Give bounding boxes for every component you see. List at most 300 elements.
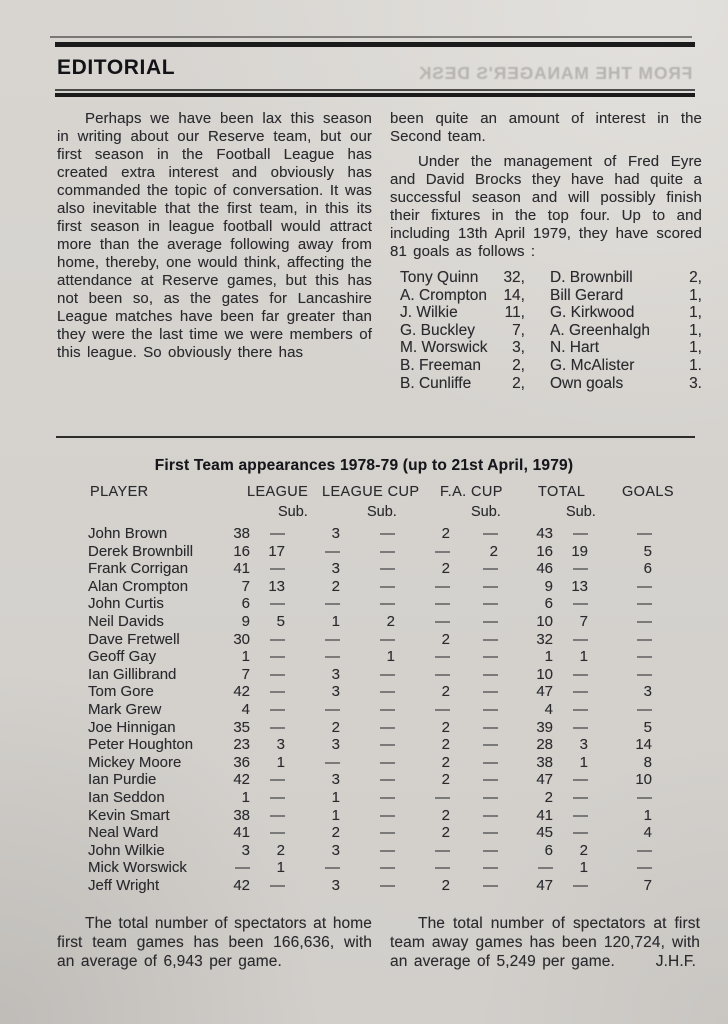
scorer-name: B. Cunliffe bbox=[400, 374, 472, 392]
stat-cell: 5 bbox=[643, 718, 652, 736]
stat-cell: 38 bbox=[233, 806, 250, 824]
scorer-goals: 1, bbox=[689, 286, 702, 304]
table-row bbox=[88, 754, 652, 772]
table-row bbox=[88, 648, 652, 666]
stat-cell: 1 bbox=[276, 859, 285, 877]
stat-cell: — bbox=[270, 665, 285, 683]
stat-cell: — bbox=[483, 806, 498, 824]
stat-cell: — bbox=[573, 788, 588, 806]
stat-cell: — bbox=[435, 665, 450, 683]
stat-cell: — bbox=[235, 859, 250, 877]
scorer-goals: 2, bbox=[512, 374, 525, 392]
stat-cell: — bbox=[483, 771, 498, 789]
stat-cell: — bbox=[380, 560, 395, 578]
player-name: Mickey Moore bbox=[88, 753, 182, 771]
stat-cell: 2 bbox=[441, 771, 450, 789]
stat-cell: 3 bbox=[331, 683, 340, 701]
stat-cell: 2 bbox=[441, 630, 450, 648]
scorer-name: G. McAlister bbox=[550, 356, 635, 374]
stat-cell: 38 bbox=[233, 525, 250, 542]
column-header-goals: GOALS bbox=[622, 484, 674, 500]
stat-cell: — bbox=[483, 577, 498, 595]
stat-cell: — bbox=[380, 595, 395, 613]
stat-cell: — bbox=[538, 859, 553, 877]
editorial-right-column bbox=[390, 110, 702, 392]
stat-cell: — bbox=[637, 665, 652, 683]
player-name: Peter Houghton bbox=[88, 736, 194, 754]
scorer-goals: 1, bbox=[689, 339, 702, 357]
stat-cell: 2 bbox=[386, 612, 395, 630]
appearances-table-subheader bbox=[0, 504, 728, 522]
scorer-name: M. Worswick bbox=[400, 339, 488, 357]
stat-cell: 7 bbox=[241, 577, 250, 595]
player-name: Alan Crompton bbox=[88, 577, 189, 595]
scorer-row bbox=[400, 287, 702, 305]
home-attendance-text: The total number of spectators at home first team games has been 166,636, with an average of 6,943 per game. bbox=[57, 915, 372, 970]
scorer-row bbox=[400, 375, 702, 393]
stat-cell: 41 bbox=[536, 806, 553, 824]
stat-cell: — bbox=[637, 841, 652, 859]
stat-cell: — bbox=[270, 788, 285, 806]
scorer-goals: 1, bbox=[689, 321, 702, 339]
stat-cell: 4 bbox=[241, 700, 250, 718]
stat-cell: 2 bbox=[544, 788, 553, 806]
stat-cell: — bbox=[270, 648, 285, 666]
stat-cell: 3 bbox=[331, 560, 340, 578]
stat-cell: 47 bbox=[536, 771, 553, 789]
player-name: John Curtis bbox=[88, 595, 164, 613]
table-row bbox=[88, 560, 652, 578]
stat-cell: 23 bbox=[233, 736, 250, 754]
player-name: Mick Worswick bbox=[88, 859, 187, 877]
editorial-left-column bbox=[57, 110, 372, 392]
stat-cell: 3 bbox=[331, 841, 340, 859]
stat-cell: — bbox=[325, 595, 340, 613]
stat-cell: 6 bbox=[643, 560, 652, 578]
table-row bbox=[88, 666, 652, 684]
stat-cell: 2 bbox=[441, 736, 450, 754]
stat-cell: — bbox=[483, 876, 498, 894]
stat-cell: 35 bbox=[233, 718, 250, 736]
stat-cell: — bbox=[483, 525, 498, 542]
stat-cell: 5 bbox=[276, 612, 285, 630]
stat-cell: — bbox=[380, 753, 395, 771]
stat-cell: 5 bbox=[643, 542, 652, 560]
stat-cell: — bbox=[483, 595, 498, 613]
scorer-name: G. Kirkwood bbox=[550, 304, 635, 322]
stat-cell: — bbox=[483, 824, 498, 842]
author-initials: J.H.F. bbox=[655, 953, 696, 970]
scorer-name: A. Greenhalgh bbox=[550, 321, 650, 339]
stat-cell: 1 bbox=[579, 753, 588, 771]
stat-cell: 28 bbox=[536, 736, 553, 754]
sub-label: Sub. bbox=[471, 504, 501, 520]
stat-cell: — bbox=[637, 859, 652, 877]
player-name: Joe Hinnigan bbox=[88, 718, 176, 736]
stat-cell: — bbox=[573, 718, 588, 736]
player-name: Frank Corrigan bbox=[88, 560, 189, 578]
away-attendance-body: The total number of spectators at first team away games has been 120,724, with an average of 5,249 per game. bbox=[390, 915, 700, 970]
stat-cell: 8 bbox=[643, 753, 652, 771]
scorer-name: N. Hart bbox=[550, 339, 600, 357]
stat-cell: — bbox=[270, 630, 285, 648]
stat-cell: 2 bbox=[489, 542, 498, 560]
stat-cell: — bbox=[637, 595, 652, 613]
table-row bbox=[88, 824, 652, 842]
stat-cell: 2 bbox=[441, 876, 450, 894]
stat-cell: — bbox=[380, 718, 395, 736]
stat-cell: — bbox=[270, 806, 285, 824]
stat-cell: 9 bbox=[544, 577, 553, 595]
stat-cell: 2 bbox=[441, 753, 450, 771]
player-name: Ian Gillibrand bbox=[88, 665, 177, 683]
stat-cell: — bbox=[573, 595, 588, 613]
page-title: EDITORIAL bbox=[57, 56, 176, 79]
stat-cell: 4 bbox=[544, 700, 553, 718]
column-header-fa-cup: F.A. CUP bbox=[440, 484, 503, 500]
stat-cell: — bbox=[270, 525, 285, 542]
stat-cell: — bbox=[325, 630, 340, 648]
stat-cell: — bbox=[270, 824, 285, 842]
scorer-goals: 3, bbox=[512, 339, 525, 357]
top-rule-thick bbox=[55, 42, 695, 47]
stat-cell: — bbox=[483, 700, 498, 718]
stat-cell: 2 bbox=[331, 718, 340, 736]
stat-cell: — bbox=[325, 648, 340, 666]
appearances-table-header bbox=[0, 484, 728, 504]
player-name: Tom Gore bbox=[88, 683, 154, 701]
sub-label: Sub. bbox=[278, 504, 308, 520]
stat-cell: — bbox=[573, 876, 588, 894]
stat-cell: 39 bbox=[536, 718, 553, 736]
sub-label: Sub. bbox=[367, 504, 397, 520]
stat-cell: 1 bbox=[331, 806, 340, 824]
stat-cell: — bbox=[380, 841, 395, 859]
table-row bbox=[88, 859, 652, 877]
stat-cell: 1 bbox=[579, 648, 588, 666]
stat-cell: 19 bbox=[571, 542, 588, 560]
stat-cell: 10 bbox=[635, 771, 652, 789]
stat-cell: 42 bbox=[233, 771, 250, 789]
stat-cell: — bbox=[483, 630, 498, 648]
stat-cell: — bbox=[637, 612, 652, 630]
scorer-name: D. Brownbill bbox=[550, 269, 633, 286]
scorer-goals: 11, bbox=[504, 304, 525, 322]
stat-cell: — bbox=[483, 648, 498, 666]
stat-cell: — bbox=[435, 595, 450, 613]
scorer-goals: 32, bbox=[503, 269, 525, 286]
stat-cell: — bbox=[435, 577, 450, 595]
stat-cell: 16 bbox=[233, 542, 250, 560]
stat-cell: 45 bbox=[536, 824, 553, 842]
stat-cell: — bbox=[637, 788, 652, 806]
stat-cell: 1 bbox=[544, 648, 553, 666]
stat-cell: 41 bbox=[233, 824, 250, 842]
stat-cell: 3 bbox=[579, 736, 588, 754]
stat-cell: — bbox=[483, 683, 498, 701]
appearances-table-title: First Team appearances 1978-79 (up to 21st April, 1979) bbox=[154, 457, 574, 474]
stat-cell: 7 bbox=[241, 665, 250, 683]
stat-cell: — bbox=[573, 630, 588, 648]
stat-cell: 1 bbox=[386, 648, 395, 666]
stat-cell: 2 bbox=[331, 824, 340, 842]
player-name: Geoff Gay bbox=[88, 648, 157, 666]
stat-cell: — bbox=[483, 753, 498, 771]
scorer-name: A. Crompton bbox=[400, 286, 488, 304]
stat-cell: — bbox=[637, 577, 652, 595]
stat-cell: — bbox=[270, 560, 285, 578]
stat-cell: 42 bbox=[233, 683, 250, 701]
footer-left-column bbox=[57, 914, 372, 978]
stat-cell: — bbox=[380, 824, 395, 842]
stat-cell: 32 bbox=[536, 630, 553, 648]
editorial-paragraph: been quite an amount of interest in the Second team. bbox=[390, 110, 702, 145]
stat-cell: — bbox=[483, 665, 498, 683]
stat-cell: — bbox=[325, 542, 340, 560]
stat-cell: 1 bbox=[331, 788, 340, 806]
stat-cell: 36 bbox=[233, 753, 250, 771]
stat-cell: 2 bbox=[441, 525, 450, 542]
stat-cell: — bbox=[435, 648, 450, 666]
table-row bbox=[88, 771, 652, 789]
top-rule-thin bbox=[50, 36, 692, 38]
column-header-player: PLAYER bbox=[90, 484, 149, 500]
player-name: Jeff Wright bbox=[88, 876, 160, 894]
stat-cell: — bbox=[380, 806, 395, 824]
stat-cell: — bbox=[573, 560, 588, 578]
stat-cell: 2 bbox=[276, 841, 285, 859]
scorer-goals: 1. bbox=[689, 356, 702, 374]
stat-cell: — bbox=[380, 683, 395, 701]
stat-cell: 1 bbox=[331, 612, 340, 630]
stat-cell: 38 bbox=[536, 753, 553, 771]
stat-cell: — bbox=[435, 788, 450, 806]
sub-label: Sub. bbox=[566, 504, 596, 520]
stat-cell: 30 bbox=[233, 630, 250, 648]
scorer-name: Own goals bbox=[550, 374, 624, 392]
stat-cell: 10 bbox=[536, 665, 553, 683]
stat-cell: — bbox=[380, 788, 395, 806]
stat-cell: 13 bbox=[571, 577, 588, 595]
stat-cell: 10 bbox=[536, 612, 553, 630]
stat-cell: 47 bbox=[536, 876, 553, 894]
attendance-footer bbox=[57, 914, 700, 978]
table-row bbox=[88, 842, 652, 860]
header-rule-thick bbox=[55, 93, 695, 97]
stat-cell: — bbox=[573, 683, 588, 701]
scorer-goals: 3. bbox=[689, 374, 702, 392]
scorer-row bbox=[400, 269, 702, 287]
stat-cell: — bbox=[637, 630, 652, 648]
stat-cell: — bbox=[573, 700, 588, 718]
table-row bbox=[88, 683, 652, 701]
stat-cell: — bbox=[435, 612, 450, 630]
stat-cell: 3 bbox=[643, 683, 652, 701]
stat-cell: 6 bbox=[241, 595, 250, 613]
player-name: Ian Seddon bbox=[88, 788, 165, 806]
column-header-league: LEAGUE bbox=[247, 484, 309, 500]
stat-cell: 42 bbox=[233, 876, 250, 894]
stat-cell: — bbox=[270, 683, 285, 701]
player-name: Neal Ward bbox=[88, 824, 159, 842]
stat-cell: 3 bbox=[331, 525, 340, 542]
stat-cell: — bbox=[380, 736, 395, 754]
stat-cell: — bbox=[483, 788, 498, 806]
stat-cell: — bbox=[435, 700, 450, 718]
stat-cell: 3 bbox=[276, 736, 285, 754]
stat-cell: 3 bbox=[331, 771, 340, 789]
table-row bbox=[88, 701, 652, 719]
stat-cell: — bbox=[380, 542, 395, 560]
scorer-row bbox=[400, 322, 702, 340]
stat-cell: — bbox=[637, 648, 652, 666]
appearances-section bbox=[0, 438, 728, 894]
player-name: Neil Davids bbox=[88, 612, 164, 630]
stat-cell: — bbox=[380, 876, 395, 894]
stat-cell: — bbox=[380, 525, 395, 542]
table-row bbox=[88, 595, 652, 613]
table-row bbox=[88, 877, 652, 895]
table-row bbox=[88, 525, 652, 543]
player-name: Ian Purdie bbox=[88, 771, 157, 789]
table-row bbox=[88, 613, 652, 631]
goalscorers-list bbox=[390, 269, 702, 392]
table-row bbox=[88, 631, 652, 649]
table-row bbox=[88, 578, 652, 596]
stat-cell: 6 bbox=[544, 841, 553, 859]
stat-cell: 43 bbox=[536, 525, 553, 542]
stat-cell: — bbox=[573, 665, 588, 683]
stat-cell: 2 bbox=[441, 824, 450, 842]
editorial-body bbox=[57, 110, 700, 392]
scorer-goals: 2, bbox=[512, 356, 525, 374]
scorer-row bbox=[400, 357, 702, 375]
table-row bbox=[88, 543, 652, 561]
stat-cell: 46 bbox=[536, 560, 553, 578]
stat-cell: — bbox=[435, 542, 450, 560]
stat-cell: 3 bbox=[331, 665, 340, 683]
scorer-row bbox=[400, 304, 702, 322]
stat-cell: — bbox=[637, 525, 652, 542]
stat-cell: 1 bbox=[276, 753, 285, 771]
stat-cell: 6 bbox=[544, 595, 553, 613]
scorer-goals: 7, bbox=[512, 321, 525, 339]
scorer-row bbox=[400, 339, 702, 357]
scorer-name: Tony Quinn bbox=[400, 269, 479, 286]
stat-cell: — bbox=[483, 841, 498, 859]
stat-cell: 9 bbox=[241, 612, 250, 630]
stat-cell: — bbox=[270, 771, 285, 789]
stat-cell: — bbox=[483, 859, 498, 877]
scorer-goals: 2, bbox=[689, 269, 702, 286]
player-name: Kevin Smart bbox=[88, 806, 170, 824]
stat-cell: — bbox=[380, 859, 395, 877]
stat-cell: 3 bbox=[331, 736, 340, 754]
stat-cell: 13 bbox=[268, 577, 285, 595]
stat-cell: — bbox=[637, 700, 652, 718]
stat-cell: 7 bbox=[643, 876, 652, 894]
stat-cell: — bbox=[573, 824, 588, 842]
stat-cell: — bbox=[483, 718, 498, 736]
stat-cell: — bbox=[270, 700, 285, 718]
stat-cell: — bbox=[435, 841, 450, 859]
stat-cell: — bbox=[380, 630, 395, 648]
appearances-table-body bbox=[88, 525, 652, 894]
stat-cell: 2 bbox=[579, 841, 588, 859]
stat-cell: — bbox=[380, 665, 395, 683]
player-name: John Brown bbox=[88, 525, 168, 542]
editorial-paragraph: Perhaps we have been lax this season in writing about our Reserve team, but our first season in the Football League has created extra interest and obviously has commanded the topic of conversation. It was also inevitable that the first team, in this its first season in league football would attract more than the average following away from home, thereby, one would think, affecting the attendance at Reserve games, but this has not been so, as the gates for Lancashire League matches have been far greater than they were the last time we were members of this league. So obviously there has bbox=[57, 110, 372, 361]
stat-cell: 16 bbox=[536, 542, 553, 560]
stat-cell: — bbox=[325, 700, 340, 718]
scorer-goals: 1, bbox=[689, 304, 702, 322]
column-header-total: TOTAL bbox=[538, 484, 586, 500]
stat-cell: — bbox=[573, 525, 588, 542]
stat-cell: — bbox=[325, 753, 340, 771]
stat-cell: — bbox=[435, 859, 450, 877]
bleed-through-text: FROM THE MANAGER'S DESK bbox=[417, 63, 692, 83]
table-row bbox=[88, 789, 652, 807]
stat-cell: 47 bbox=[536, 683, 553, 701]
table-row bbox=[88, 736, 652, 754]
player-name: John Wilkie bbox=[88, 841, 165, 859]
stat-cell: 2 bbox=[441, 560, 450, 578]
stat-cell: 3 bbox=[241, 841, 250, 859]
scorer-name: J. Wilkie bbox=[400, 304, 458, 322]
scorer-goals: 14, bbox=[503, 286, 525, 304]
stat-cell: 41 bbox=[233, 560, 250, 578]
player-name: Mark Grew bbox=[88, 700, 162, 718]
stat-cell: — bbox=[483, 560, 498, 578]
stat-cell: 2 bbox=[331, 577, 340, 595]
table-row bbox=[88, 807, 652, 825]
scorer-name: G. Buckley bbox=[400, 321, 475, 339]
stat-cell: 2 bbox=[441, 718, 450, 736]
stat-cell: 14 bbox=[635, 736, 652, 754]
stat-cell: 17 bbox=[268, 542, 285, 560]
away-attendance-text bbox=[390, 914, 700, 971]
table-row bbox=[88, 719, 652, 737]
stat-cell: — bbox=[573, 806, 588, 824]
stat-cell: 7 bbox=[579, 612, 588, 630]
column-header-league-cup: LEAGUE CUP bbox=[322, 484, 420, 500]
stat-cell: 1 bbox=[241, 788, 250, 806]
player-name: Dave Fretwell bbox=[88, 630, 180, 648]
scorer-name: B. Freeman bbox=[400, 356, 481, 374]
stat-cell: — bbox=[270, 718, 285, 736]
editorial-paragraph: Under the management of Fred Eyre and David Brocks they have had quite a successful season and will possibly finish their fixtures in the top four. Up to and including 13th April 1979, they have scored 81 goals as follows : bbox=[390, 153, 702, 260]
stat-cell: 1 bbox=[241, 648, 250, 666]
scorer-name: Bill Gerard bbox=[550, 286, 624, 304]
header-rule-thin bbox=[55, 89, 695, 91]
stat-cell: 1 bbox=[643, 806, 652, 824]
stat-cell: — bbox=[380, 700, 395, 718]
stat-cell: 2 bbox=[441, 683, 450, 701]
stat-cell: — bbox=[270, 595, 285, 613]
stat-cell: 3 bbox=[331, 876, 340, 894]
stat-cell: 2 bbox=[441, 806, 450, 824]
stat-cell: — bbox=[270, 876, 285, 894]
stat-cell: 4 bbox=[643, 824, 652, 842]
stat-cell: — bbox=[380, 577, 395, 595]
player-name: Derek Brownbill bbox=[88, 542, 194, 560]
stat-cell: — bbox=[325, 859, 340, 877]
stat-cell: — bbox=[483, 612, 498, 630]
stat-cell: 1 bbox=[579, 859, 588, 877]
stat-cell: — bbox=[573, 771, 588, 789]
footer-right-column bbox=[390, 914, 700, 978]
stat-cell: — bbox=[380, 771, 395, 789]
